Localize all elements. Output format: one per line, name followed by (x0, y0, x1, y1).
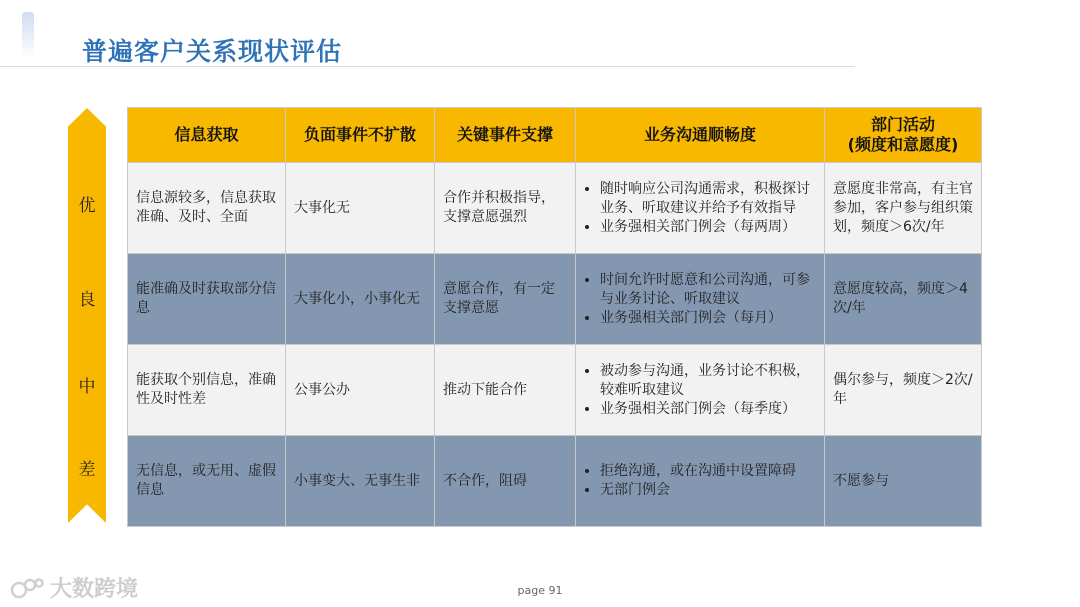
comm-bullet: • 被动参与沟通，业务讨论不积极，较难听取建议 (600, 362, 816, 400)
header-support: 关键事件支撑 (435, 108, 576, 163)
level-label-good: 良 (78, 290, 96, 310)
cell-info: 能准确及时获取部分信息 (128, 254, 286, 345)
comm-bullet: • 业务强相关部门例会（每月） (600, 309, 816, 328)
comm-bullet: • 随时响应公司沟通需求，积极探讨业务、听取建议并给予有效指导 (600, 180, 816, 218)
cell-support: 合作并积极指导，支撑意愿强烈 (435, 163, 576, 254)
header-dept-line1: 部门活动 (870, 115, 935, 134)
cell-dept: 意愿度较高，频度＞4次/年 (825, 254, 982, 345)
page-number: page 91 (517, 584, 563, 597)
cell-support: 不合作，阻碍 (435, 436, 576, 527)
comm-bullet: • 时间允许时愿意和公司沟通，可参与业务讨论、听取建议 (600, 271, 816, 309)
cell-info: 能获取个别信息，准确性及时性差 (128, 345, 286, 436)
comm-bullet: • 业务强相关部门例会（每两周） (600, 218, 816, 237)
cell-support: 意愿合作，有一定支撑意愿 (435, 254, 576, 345)
comm-bullet: • 业务强相关部门例会（每季度） (600, 400, 816, 419)
cell-comm (576, 163, 825, 254)
cell-negative: 公事公办 (286, 345, 435, 436)
cell-dept: 意愿度非常高，有主官参加，客户参与组织策划，频度＞6次/年 (825, 163, 982, 254)
table-row (128, 163, 982, 254)
cell-comm (576, 436, 825, 527)
header-info: 信息获取 (128, 108, 286, 163)
header-dept (825, 108, 982, 163)
cell-comm (576, 254, 825, 345)
cell-support: 推动下能合作 (435, 345, 576, 436)
header-dept-line2: (频度和意愿度) (847, 135, 959, 154)
level-label-excellent: 优 (78, 196, 96, 216)
comm-bullet: • 无部门例会 (600, 481, 816, 500)
level-label-medium: 中 (78, 377, 96, 397)
cell-negative: 小事变大、无事生非 (286, 436, 435, 527)
header-comm: 业务沟通顺畅度 (576, 108, 825, 163)
cell-info: 信息源较多，信息获取准确、及时、全面 (128, 163, 286, 254)
cell-info: 无信息，或无用、虚假信息 (128, 436, 286, 527)
cell-comm (576, 345, 825, 436)
cell-dept: 不愿参与 (825, 436, 982, 527)
cell-dept: 偶尔参与，频度＞2次/年 (825, 345, 982, 436)
assessment-table (127, 107, 982, 527)
level-label-poor: 差 (78, 460, 96, 480)
title-accent-bar (22, 12, 34, 58)
table-row (128, 254, 982, 345)
table-header-row (128, 108, 982, 163)
comm-bullet: • 拒绝沟通，或在沟通中设置障碍 (600, 462, 816, 481)
page-title: 普遍客户关系现状评估 (82, 37, 343, 66)
table-row (128, 345, 982, 436)
cell-negative: 大事化无 (286, 163, 435, 254)
brand-name: 大数跨境 (50, 577, 139, 602)
cell-negative: 大事化小，小事化无 (286, 254, 435, 345)
header-negative: 负面事件不扩散 (286, 108, 435, 163)
title-divider (0, 66, 855, 67)
table-row (128, 436, 982, 527)
